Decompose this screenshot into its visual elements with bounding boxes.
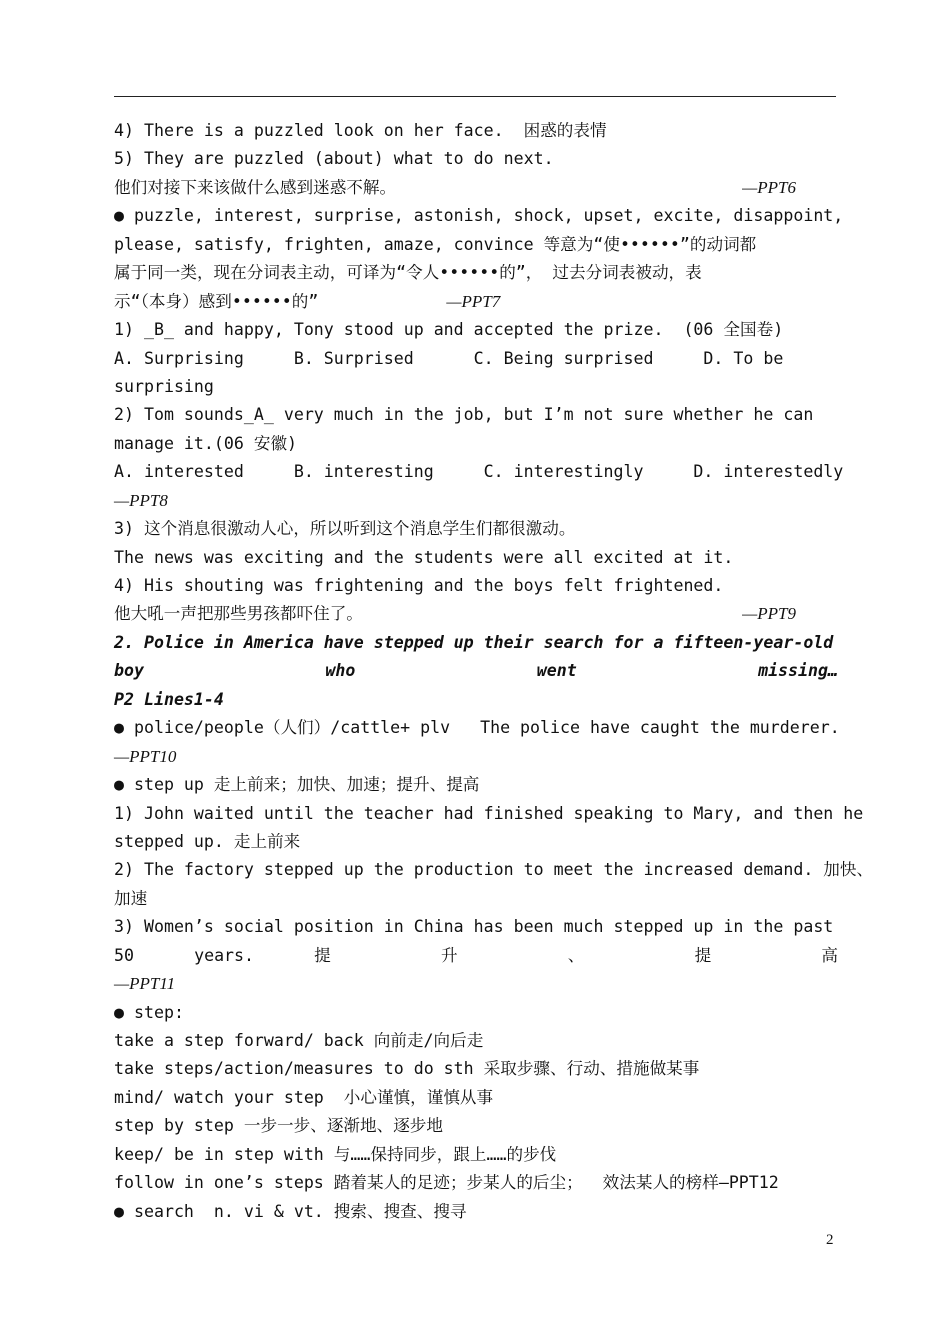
text-line: boy who went missing… xyxy=(114,661,838,681)
line-text: 他们对接下来该做什么感到迷惑不解。 xyxy=(114,177,397,197)
document-body xyxy=(114,117,874,1226)
ppt-reference: —PPT10 xyxy=(114,746,177,766)
text-line: ● puzzle, interest, surprise, astonish, shock, upset, excite, disappoint, xyxy=(114,206,844,226)
line-text: 他大吼一声把那些男孩都吓住了。 xyxy=(114,604,363,624)
header-rule xyxy=(114,96,836,97)
text-line: A. interested B. interesting C. interestingly D. interestedly xyxy=(114,462,844,482)
line-text: 示“（本身）感到••••••的” xyxy=(114,291,319,311)
text-line: stepped up. 走上前来 xyxy=(114,831,301,851)
text-line: follow in one’s steps 踏着某人的足迹；步某人的后尘； 效法某人的榜样—PPT12 xyxy=(114,1173,779,1193)
text-line: mind/ watch your step 小心谨慎，谨慎从事 xyxy=(114,1087,494,1107)
text-line: manage it.(06 安徽) xyxy=(114,433,298,453)
text-line: 4) There is a puzzled look on her face. 困惑的表情 xyxy=(114,121,607,140)
text-line: ● search n. vi & vt. 搜索、搜查、搜寻 xyxy=(114,1201,467,1221)
text-line: 50 years. 提 升 、 提 高 xyxy=(114,945,838,965)
text-line: ● police/people（人们）/cattle+ plv The police have caught the murderer. xyxy=(114,718,840,738)
text-line: take steps/action/measures to do sth 采取步骤、行动、措施做某事 xyxy=(114,1059,700,1079)
text-line: surprising xyxy=(114,376,214,396)
text-line: 属于同一类，现在分词表主动，可译为“令人••••••的”， 过去分词表被动，表 xyxy=(114,263,702,283)
text-line: ● step up 走上前来；加快、加速；提升、提高 xyxy=(114,775,480,795)
text-line: 4) His shouting was frightening and the boys felt frightened. xyxy=(114,576,724,595)
page-number: 2 xyxy=(826,1232,834,1248)
ppt-reference: —PPT8 xyxy=(114,490,168,510)
text-line xyxy=(114,600,838,628)
text-line xyxy=(114,487,838,515)
text-line: 1) John waited until the teacher had finished speaking to Mary, and then he xyxy=(114,803,864,823)
text-line xyxy=(114,174,838,202)
text-line xyxy=(114,970,838,998)
text-line: 加速 xyxy=(114,888,148,908)
ppt-reference: —PPT6 xyxy=(742,177,796,197)
text-line: P2 Lines1-4 xyxy=(114,689,224,709)
text-line: 2) Tom sounds_A_ very much in the job, but I’m not sure whether he can xyxy=(114,405,814,425)
text-line: 2. Police in America have stepped up their search for a fifteen-year-old xyxy=(114,632,834,652)
text-line xyxy=(114,288,838,316)
text-line: The news was exciting and the students were all excited at it. xyxy=(114,547,734,567)
text-line xyxy=(114,743,838,771)
text-line: 1) _B_ and happy, Tony stood up and accepted the prize. (06 全国卷) xyxy=(114,320,784,340)
text-line: keep/ be in step with 与……保持同步，跟上……的步伐 xyxy=(114,1144,557,1164)
text-line: A. Surprising B. Surprised C. Being surprised D. To be xyxy=(114,348,784,368)
text-line: 2) The factory stepped up the production to meet the increased demand. 加快、 xyxy=(114,860,874,880)
text-line: step by step 一步一步、逐渐地、逐步地 xyxy=(114,1116,443,1136)
text-line: 5) They are puzzled (about) what to do next. xyxy=(114,149,554,169)
text-line: take a step forward/ back 向前走/向后走 xyxy=(114,1031,484,1050)
ppt-reference: —PPT7 xyxy=(446,291,501,311)
text-line: please, satisfy, frighten, amaze, convince 等意为“使••••••”的动词都 xyxy=(114,234,757,254)
text-line: 3) Women’s social position in China has been much stepped up in the past xyxy=(114,917,834,937)
text-line: 3) 这个消息很激动人心，所以听到这个消息学生们都很激动。 xyxy=(114,519,576,539)
ppt-reference: —PPT11 xyxy=(114,974,176,994)
ppt-reference: —PPT9 xyxy=(742,604,796,624)
text-line: ● step: xyxy=(114,1002,184,1022)
